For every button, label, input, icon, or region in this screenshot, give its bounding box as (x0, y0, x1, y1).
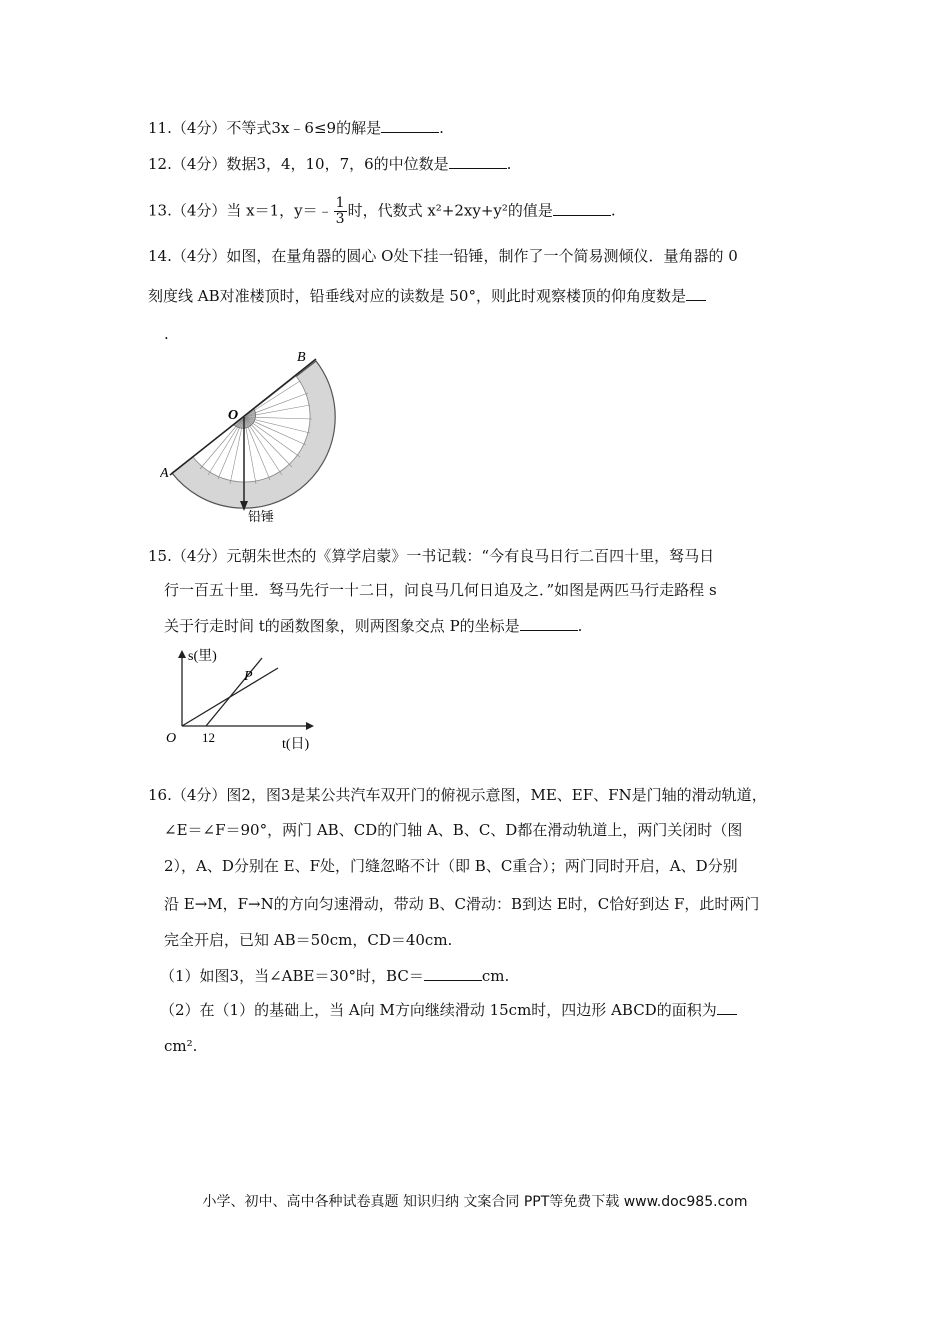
q16-sub2 (160, 1000, 737, 1020)
q11-text: 不等式3x﹣6≤9的解是 (226, 119, 382, 137)
fast-horse-line (206, 658, 262, 726)
label-o: O (228, 408, 239, 423)
q13-answer-blank[interactable] (553, 201, 611, 216)
q12-score: （4分） (171, 155, 227, 173)
q16-sub2-unit: cm². (164, 1037, 198, 1055)
question-13 (148, 196, 616, 227)
q11-answer-blank[interactable] (381, 118, 439, 133)
protractor-figure (160, 345, 360, 525)
t-axis-label: t(日) (282, 737, 310, 752)
q15-line2: 行一百五十里．驽马先行一十二日，问良马几何日追及之．”如图是两匹马行走路程 s (164, 581, 717, 599)
q16-sub1-text: （1）如图3，当∠ABE＝30°时，BC＝ (160, 967, 424, 985)
origin-label: O (166, 731, 177, 746)
label-plumb: 铅锤 (248, 509, 275, 524)
q14-line2 (148, 286, 706, 306)
q12-answer-blank[interactable] (449, 154, 507, 169)
fraction-denominator: 3 (335, 211, 345, 227)
q15-line3 (164, 616, 582, 636)
q13-end: . (610, 201, 616, 220)
q16-sub2-answer-blank[interactable] (717, 1000, 737, 1015)
q13-post: 时，代数式 x²+2xy+y²的值是 (347, 201, 553, 220)
q16-line2: ∠E＝∠F＝90°，两门 AB、CD的门轴 A、B、C、D都在滑动轨道上，两门关闭时（图 (164, 821, 743, 839)
q11-score: （4分） (171, 119, 227, 137)
q16-line3: 2），A、D分别在 E、F处，门缝忽略不计（即 B、C重合）；两门同时开启，A、D分别 (164, 857, 738, 875)
page-footer: 小学、初中、高中各种试卷真题 知识归纳 文案合同 PPT等免费下载 www.doc985.com (202, 1194, 748, 1210)
q15-line1: 15.（4分）元朝朱世杰的《算学启蒙》一书记载：“今有良马日行二百四十里，驽马日 (148, 547, 715, 565)
label-a: A (160, 466, 169, 481)
question-12 (148, 154, 511, 174)
point-p-label: P (244, 669, 253, 684)
q15-answer-blank[interactable] (520, 616, 578, 631)
q14-line2-text: 刻度线 AB对准楼顶时，铅垂线对应的读数是 50°，则此时观察楼顶的仰角度数是 (148, 287, 686, 305)
q13-pre: 当 x＝1，y＝﹣ (226, 201, 333, 220)
s-axis-arrow-icon (178, 650, 186, 658)
distance-time-graph (160, 642, 330, 754)
protractor (172, 361, 335, 508)
question-11 (148, 118, 444, 138)
q16-sub2-text: （2）在（1）的基础上，当 A向 M方向继续滑动 15cm时，四边形 ABCD的面积为 (160, 1001, 717, 1019)
q12-end: . (506, 155, 512, 173)
q13-number: 13. (148, 201, 172, 220)
q14-line3: . (164, 325, 169, 343)
q16-line5: 完全开启，已知 AB＝50cm，CD＝40cm. (164, 931, 453, 949)
q13-fraction (334, 196, 347, 227)
q16-sub1 (160, 966, 509, 986)
q12-number: 12. (148, 155, 172, 173)
q16-line4: 沿 E→M，F→N的方向匀速滑动，带动 B、C滑动：B到达 E时，C恰好到达 F，此时两门 (164, 895, 760, 913)
tick-12-label: 12 (202, 730, 215, 745)
q11-end: . (439, 119, 444, 137)
q14-line1: 14.（4分）如图，在量角器的圆心 O处下挂一铅锤，制作了一个简易测倾仪．量角器的 0 (148, 247, 738, 265)
q15-end: . (577, 617, 583, 635)
q13-score: （4分） (171, 201, 227, 220)
q16-sub1-unit: cm. (481, 967, 510, 985)
q15-line3-text: 关于行走时间 t的函数图象，则两图象交点 P的坐标是 (164, 617, 520, 635)
t-axis-arrow-icon (306, 722, 314, 730)
q14-answer-blank[interactable] (686, 286, 706, 301)
fraction-numerator: 1 (335, 195, 345, 211)
q16-sub1-answer-blank[interactable] (424, 966, 482, 981)
q11-number: 11. (148, 119, 172, 137)
label-b: B (297, 350, 306, 365)
q16-line1: 16.（4分）图2，图3是某公共汽车双开门的俯视示意图，ME、EF、FN是门轴的滑动轨道， (148, 786, 767, 804)
s-axis-label: s(里) (188, 649, 217, 664)
q12-text: 数据3，4，10，7，6的中位数是 (226, 155, 449, 173)
